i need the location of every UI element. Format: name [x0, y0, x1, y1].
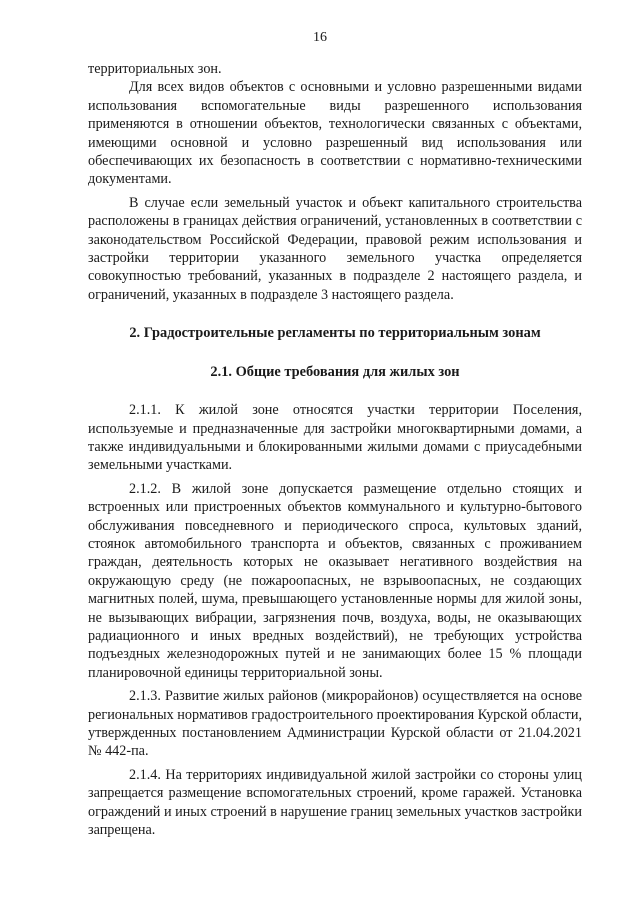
clause-2-1-2: 2.1.2. В жилой зоне допускается размещение отдельно стоящих и встроенных или пристроенных объектов коммунального и культурно-бытового обслуживания повседневного и периодического спроса, культовых зданий, стоянок автомобильного транспорта и объектов, связанных с проживанием граждан, деятельность которых не оказывает негативного воздействия на окружающую среду (не пожароопасных, не взрывоопасных, не создающих магнитных полей, шума, превышающего установленные нормы для жилой зоны, не вызывающих вибрации, загрязнения почв, воздуха, воды, не оказывающих радиационного и иных вредных воздействий), не требующих устройства подъездных железнодорожных путей и не занимающих более 15 % площади планировочной единицы территориальной зоны.: [88, 480, 582, 681]
page-number: 16: [313, 30, 327, 45]
section-heading-2-1: 2.1. Общие требования для жилых зон: [210, 363, 460, 380]
page-body: [88, 60, 582, 839]
paragraph-continuation: территориальных зон.: [88, 61, 222, 77]
paragraph-restrictions: В случае если земельный участок и объект капитального строительства расположены в границах действия ограничений, установленных в соответствии с законодательством Российской Федерации, правовой режим использования и застройки территории указанного земельного участка определяется совокупностью требований, указанных в подразделе 2 настоящего раздела, и ограничений, указанных в подразделе 3 настоящего раздела.: [88, 194, 582, 303]
clause-2-1-3: 2.1.3. Развитие жилых районов (микрорайонов) осуществляется на основе региональных нормативов градостроительного проектирования Курской области, утвержденных постановлением Администрации Курской области от 21.04.2021 № 442-па.: [88, 688, 582, 760]
clause-2-1-1: 2.1.1. К жилой зоне относятся участки территории Поселения, используемые и предназначенные для застройки многоквартирными домами, а также индивидуальными и блокированными жилыми домами с приусадебными земельными участками.: [88, 402, 582, 474]
section-heading-2: 2. Градостроительные регламенты по территориальным зонам: [129, 325, 541, 342]
clause-2-1-4: 2.1.4. На территориях индивидуальной жилой застройки со стороны улиц запрещается размещение вспомогательных строений, кроме гаражей. Установка ограждений и иных строений в нарушение границ земельных участков застройки запрещена.: [88, 766, 582, 839]
paragraph-auxiliary-uses: Для всех видов объектов с основными и условно разрешенными видами использования вспомогательные виды разрешенного использования применяются в отношении объектов, технологически связанных с объектами, имеющими основной и условно разрешенный вид использования или обеспечивающих их безопасность в соответствии с нормативно-техническими документами.: [88, 79, 582, 188]
